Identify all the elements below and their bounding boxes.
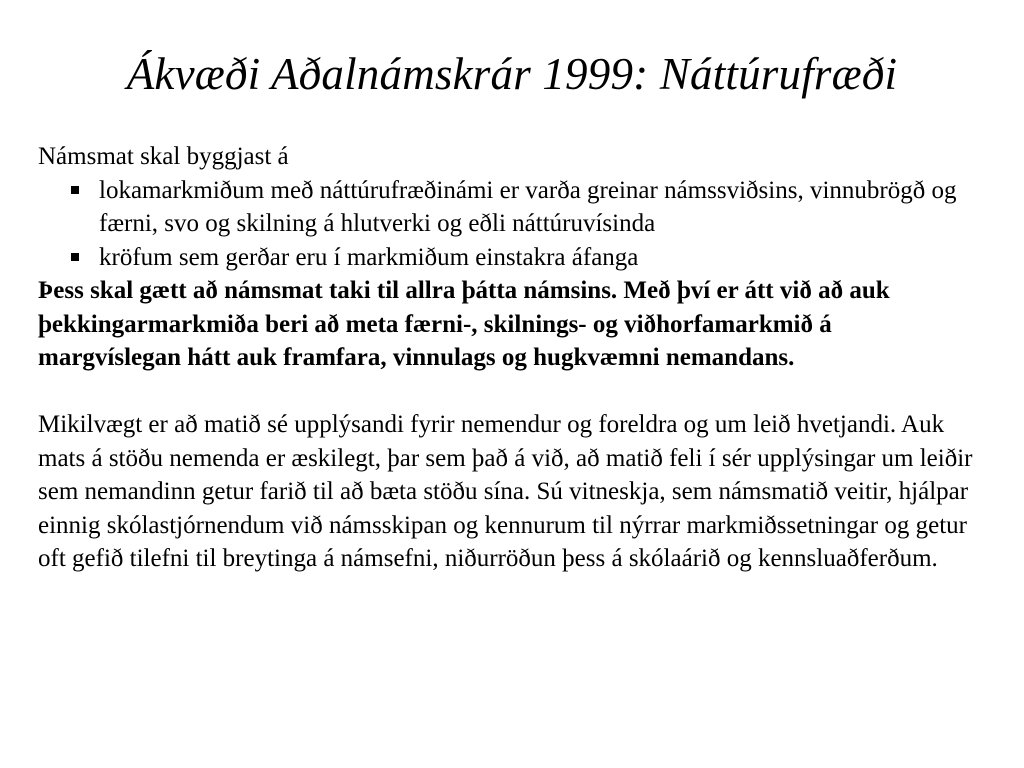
bullet-text: kröfum sem gerðar eru í markmiðum einstakra áfanga — [99, 243, 639, 271]
closing-paragraph: Mikilvægt er að matið sé upplýsandi fyrir nemendur og foreldra og um leið hvetjandi. Auk mats á stöðu nemenda er æskilegt, þar sem það á við, að matið feli í sér upplýsingar um leiðir sem nemandinn getur farið til að bæta stöðu sína. Sú vitneskja, sem námsmatið veitir, hjálpar einnig skólastjórnendum við námsskipan og kennurum til nýrrar markmiðssetningar og getur oft gefið tilefni til breytinga á námsefni, niðurröðun þess á skólaárið og kennsluaðferðum. — [38, 411, 973, 572]
bullet-item — [38, 241, 978, 275]
square-bullet-icon — [71, 186, 79, 194]
slide-title: Ákvæði Aðalnámskrár 1999: Náttúrufræði — [126, 49, 898, 99]
intro-text: Námsmat skal byggjast á — [38, 143, 289, 170]
square-bullet-icon — [71, 253, 79, 261]
bullet-item — [38, 174, 978, 241]
bullet-list — [38, 174, 978, 275]
bullet-text: lokamarkmiðum með náttúrufræðinámi er varða greinar námssviðsins, vinnubrögð og færni, svo og skilning á hlutverki og eðli náttúruvísinda — [99, 176, 957, 237]
slide-body — [38, 140, 978, 576]
bold-paragraph: Þess skal gætt að námsmat taki til allra þátta námsins. Með því er átt við að auk þekkingarmarkmiða beri að meta færni-, skilnings- og viðhorfamarkmið á margvíslegan hátt auk framfara, vinnulags og hugkvæmni nemandans. — [38, 277, 890, 371]
paragraph-spacer — [38, 375, 978, 409]
